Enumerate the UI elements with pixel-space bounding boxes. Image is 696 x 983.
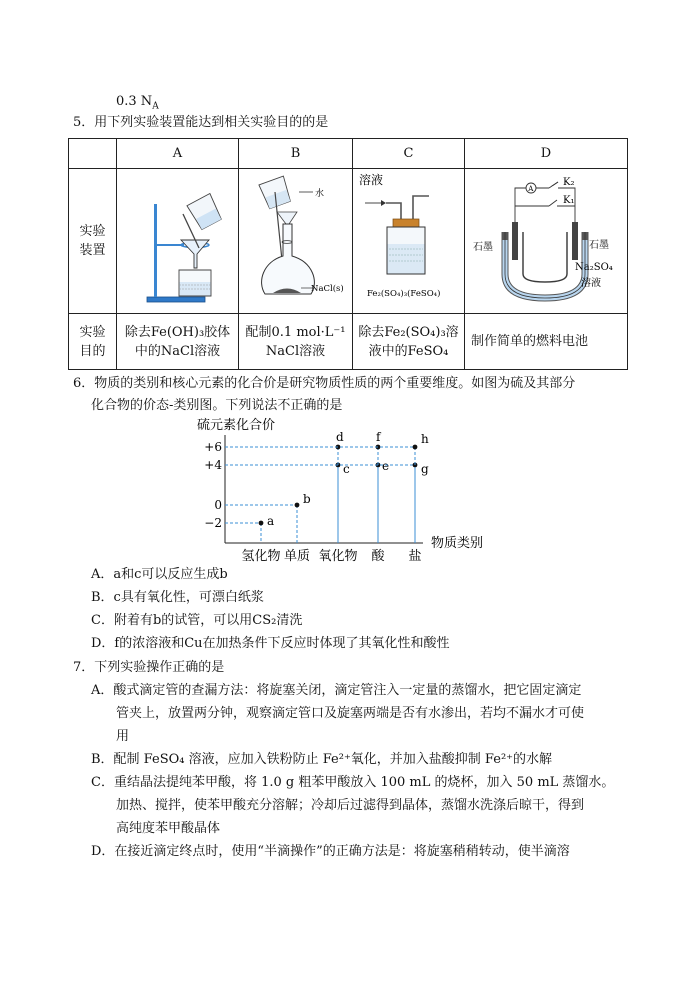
- volumetric-flask-icon: [262, 224, 315, 294]
- apparatus-c-drawing: [353, 170, 465, 313]
- q6-stem-line2: 化合物的价态-类别图。下列说法不正确的是: [91, 398, 343, 413]
- q5-header-empty: [69, 139, 117, 169]
- purpose-b: [239, 314, 353, 370]
- funnel-icon: [181, 240, 209, 268]
- point-label-e: e: [382, 459, 390, 473]
- label-solution: 溶液: [359, 172, 384, 187]
- x-tick-label: 氧化物: [318, 549, 358, 564]
- purpose-b-line1: 配制0.1 mol·L⁻¹: [245, 324, 346, 340]
- purpose-a-line2: 中的NaCl溶液: [134, 343, 221, 359]
- q6-option-d[interactable]: D．f的浓溶液和Cu在加热条件下反应时体现了其氧化性和酸性: [91, 636, 450, 651]
- label-k2: K₂: [563, 176, 575, 188]
- q7-option-c-line2: 加热、搅拌，使苯甲酸充分溶解；冷却后过滤得到晶体，蒸馏水洗涤后晾干，得到: [116, 798, 585, 813]
- apparatus-a: [117, 169, 239, 314]
- point-label-a: a: [267, 514, 275, 528]
- y-tick-label: 0: [214, 498, 222, 512]
- label-solution-d: 溶液: [581, 277, 601, 289]
- q5-row1-label-line2: 装置: [79, 243, 106, 258]
- q5-row2-label: [69, 314, 117, 370]
- y-tick-label: +4: [204, 458, 222, 472]
- point-b: [295, 503, 300, 508]
- q5-col-b: B: [239, 139, 353, 169]
- q5-apparatus-row: [69, 169, 628, 314]
- q5-col-a: A: [117, 139, 239, 169]
- q7-option-c-line3: 高纯度苯甲酸晶体: [116, 821, 221, 836]
- purpose-d: [465, 314, 628, 370]
- label-k1: K₁: [563, 194, 575, 206]
- prev-answer-tail: [116, 94, 159, 112]
- q5-row2-label-line2: 目的: [79, 343, 106, 359]
- label-nacl: NaCl(s): [311, 283, 344, 294]
- q5-header-row: [69, 139, 628, 169]
- q5-purpose-row: [69, 314, 628, 370]
- y-axis-label: 硫元素化合价: [197, 418, 276, 433]
- q6-stem-line1: 6．物质的类别和核心元素的化合价是研究物质性质的两个重要维度。如图为硫及其部分: [73, 376, 576, 391]
- q5-table: [68, 138, 628, 370]
- stand-base-icon: [147, 297, 205, 302]
- purpose-c-line1: 除去Fe₂(SO₄)₃溶: [358, 324, 459, 340]
- q7-option-d-line1[interactable]: D．在接近滴定终点时，使用“半滴操作”的正确方法是：将旋塞稍稍转动，使半滴溶: [91, 844, 570, 859]
- point-label-d: d: [336, 430, 344, 444]
- apparatus-d: [465, 169, 628, 314]
- x-tick-label: 单质: [283, 549, 311, 564]
- x-tick-label: 盐: [408, 549, 422, 564]
- apparatus-b-drawing: [239, 170, 353, 313]
- q7-option-a-line2: 管夹上，放置两分钟，观察滴定管口及旋塞两端是否有水渗出，若均不漏水才可使: [116, 706, 585, 721]
- purpose-a: [117, 314, 239, 370]
- x-axis-label: 物质类别: [431, 536, 484, 551]
- apparatus-c: [353, 169, 465, 314]
- q5-row2-label-line1: 实验: [79, 324, 106, 340]
- apparatus-d-drawing: [465, 170, 628, 313]
- label-graphite-right: 石墨: [589, 239, 609, 251]
- q5-row1-label-line1: 实验: [79, 224, 106, 239]
- label-ammeter: A: [528, 184, 534, 193]
- purpose-c-line2: 液中的FeSO₄: [368, 343, 449, 359]
- apparatus-a-drawing: [117, 170, 239, 313]
- point-label-b: b: [303, 492, 311, 506]
- q7-stem: 7．下列实验操作正确的是: [73, 660, 225, 675]
- purpose-c: [353, 314, 465, 370]
- y-tick-label: +6: [204, 440, 222, 454]
- point-h: [413, 445, 418, 450]
- prev-answer-sub: A: [152, 101, 159, 112]
- q7-option-a-line3: 用: [116, 729, 130, 744]
- point-label-g: g: [421, 462, 429, 476]
- switch-k1-icon: [549, 200, 557, 206]
- graphite-electrode-left: [512, 222, 518, 260]
- purpose-b-line2: NaCl溶液: [265, 343, 326, 359]
- q6-option-a[interactable]: A．a和c可以反应生成b: [91, 567, 228, 582]
- purpose-d-line1: 制作简单的燃料电池: [471, 334, 589, 349]
- label-graphite-left: 石墨: [473, 241, 493, 253]
- prev-answer-text: 0.3 N: [116, 94, 153, 109]
- purpose-a-line1: 除去Fe(OH)₃胶体: [124, 324, 231, 340]
- label-iron-sulfate: Fe₂(SO₄)₃(FeSO₄): [367, 288, 441, 299]
- stand-rod-icon: [154, 204, 157, 297]
- q6-option-c[interactable]: C．附着有b的试管，可以用CS₂清洗: [91, 613, 303, 628]
- point-label-f: f: [376, 430, 381, 444]
- point-label-h: h: [421, 432, 429, 446]
- q5-col-d: D: [465, 139, 628, 169]
- q7-option-a-line1[interactable]: A．酸式滴定管的查漏方法：将旋塞关闭，滴定管注入一定量的蒸馏水，把它固定滴定: [91, 683, 582, 698]
- q5-col-c: C: [353, 139, 465, 169]
- q6-option-b[interactable]: B．c具有氧化性，可漂白纸浆: [91, 590, 264, 605]
- label-na2so4: Na₂SO₄: [575, 261, 613, 273]
- y-tick-label: −2: [204, 516, 222, 530]
- point-a: [259, 521, 264, 526]
- apparatus-b: [239, 169, 353, 314]
- stopper-icon: [393, 219, 419, 227]
- q5-stem: 5．用下列实验装置能达到相关实验目的的是: [73, 115, 329, 130]
- q5-row1-label: [69, 169, 117, 314]
- graphite-electrode-right: [572, 222, 578, 260]
- q7-option-c-line1[interactable]: C．重结晶法提纯苯甲酸，将 1.0 g 粗苯甲酸放入 100 mL 的烧杯，加入 50 mL 蒸馏水。: [91, 775, 615, 790]
- label-water: 水: [315, 188, 325, 199]
- x-tick-label: 氢化物: [241, 549, 281, 564]
- x-tick-label: 酸: [371, 549, 385, 564]
- q7-option-b[interactable]: B．配制 FeSO₄ 溶液，应加入铁粉防止 Fe²⁺氧化，并加入盐酸抑制 Fe²⁺的水解: [91, 752, 553, 767]
- valence-class-chart: [195, 415, 505, 565]
- point-label-c: c: [343, 462, 350, 476]
